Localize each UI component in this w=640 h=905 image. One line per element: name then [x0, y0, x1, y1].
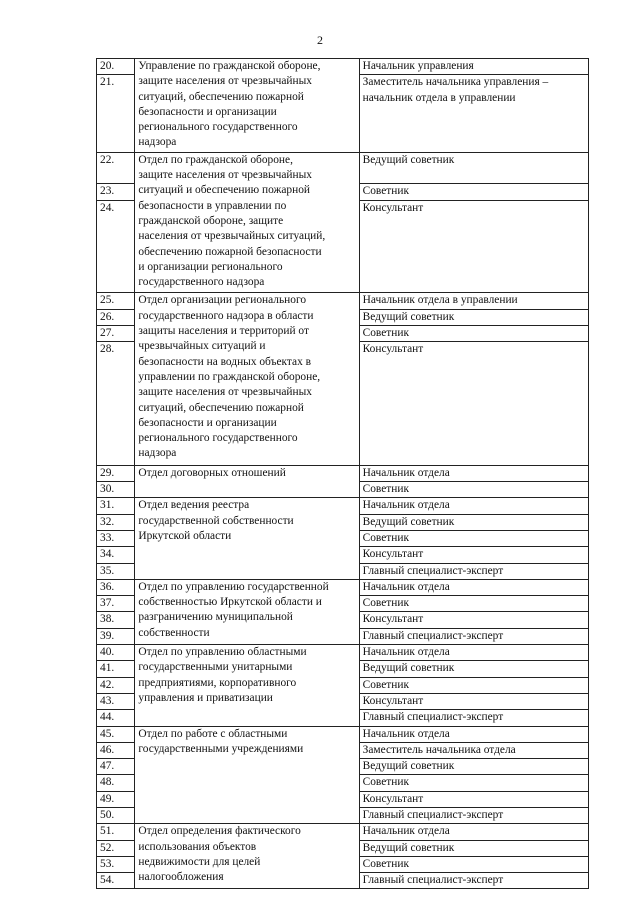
position-line: Советник: [362, 597, 410, 610]
position-title: [359, 710, 588, 726]
department-name: [135, 152, 359, 293]
department-line: безопасности и организации: [138, 105, 277, 118]
row-number: 32.: [97, 514, 135, 530]
department-line: ситуаций, обеспечению пожарной: [138, 401, 304, 414]
department-name: [135, 726, 359, 824]
position-line: Консультант: [362, 343, 424, 356]
table-row: [97, 498, 589, 514]
position-title: [359, 184, 588, 200]
department-line: Отдел по гражданской обороне,: [138, 153, 293, 166]
position-title: [359, 726, 588, 742]
position-title: [359, 775, 588, 791]
row-number: 50.: [97, 808, 135, 824]
department-line: Иркутской области: [138, 529, 232, 542]
position-line: Ведущий советник: [362, 310, 455, 323]
department-line: Отдел по работе с областными: [138, 727, 288, 740]
department-line: Отдел организации регионального: [138, 294, 307, 307]
table-row: [97, 726, 589, 742]
department-line: обеспечению пожарной безопасности: [138, 245, 322, 258]
position-line: Начальник отдела: [362, 466, 450, 479]
position-line: Советник: [362, 776, 410, 789]
position-line: Главный специалист-эксперт: [362, 629, 504, 642]
position-title: [359, 759, 588, 775]
row-number: 31.: [97, 498, 135, 514]
position-title: [359, 661, 588, 677]
row-number: 47.: [97, 759, 135, 775]
position-title: [359, 326, 588, 342]
department-line: Управление по гражданской обороне,: [138, 60, 321, 72]
department-text: [138, 727, 355, 758]
position-line: Советник: [362, 678, 410, 691]
position-title: [359, 873, 588, 889]
department-text: [138, 498, 355, 544]
department-line: собственности: [138, 626, 210, 639]
position-title: [359, 465, 588, 481]
row-number: 46.: [97, 742, 135, 758]
position-line: Советник: [362, 185, 410, 198]
position-title: [359, 482, 588, 498]
position-title: [359, 75, 588, 153]
department-name: [135, 465, 359, 498]
row-number: 43.: [97, 693, 135, 709]
row-number: 37.: [97, 596, 135, 612]
position-line: Главный специалист-эксперт: [362, 564, 504, 577]
row-number: 21.: [97, 75, 135, 153]
row-number: 36.: [97, 579, 135, 595]
position-title: [359, 693, 588, 709]
department-line: управлении по гражданской обороне,: [138, 370, 321, 383]
position-line: Советник: [362, 857, 410, 870]
position-title: [359, 742, 588, 758]
staff-table: [96, 58, 589, 889]
position-line: начальник отдела в управлении: [362, 91, 516, 104]
row-number: 24.: [97, 200, 135, 293]
department-text: [138, 824, 355, 885]
department-line: регионального государственного: [138, 432, 298, 445]
department-line: использования объектов: [138, 840, 257, 853]
position-line: Ведущий советник: [362, 515, 455, 528]
department-line: защиты населения и территорий от: [138, 325, 309, 338]
position-title: [359, 514, 588, 530]
row-number: 42.: [97, 677, 135, 693]
position-title: [359, 808, 588, 824]
department-line: недвижимости для целей: [138, 855, 261, 868]
table-row: [97, 465, 589, 481]
position-line: Начальник отдела: [362, 825, 450, 838]
department-line: чрезвычайных ситуаций и: [138, 340, 266, 353]
department-text: [138, 153, 355, 291]
row-number: 39.: [97, 628, 135, 644]
position-line: Начальник отдела: [362, 727, 450, 740]
department-line: собственностью Иркутской области и: [138, 596, 322, 609]
position-line: Советник: [362, 531, 410, 544]
position-title: [359, 498, 588, 514]
row-number: 26.: [97, 309, 135, 325]
department-line: ситуаций и обеспечению пожарной: [138, 184, 310, 197]
department-line: разграничению муниципальной: [138, 611, 293, 624]
position-title: [359, 840, 588, 856]
row-number: 34.: [97, 547, 135, 563]
position-line: Ведущий советник: [362, 841, 455, 854]
table-row: [97, 579, 589, 595]
row-number: 40.: [97, 645, 135, 661]
department-line: надзора: [138, 447, 177, 460]
position-title: [359, 824, 588, 840]
position-line: Главный специалист-эксперт: [362, 874, 504, 887]
department-text: [138, 293, 355, 461]
department-name: [135, 579, 359, 644]
position-title: [359, 563, 588, 579]
department-text: [138, 645, 355, 706]
row-number: 49.: [97, 791, 135, 807]
page-number: 2: [317, 33, 323, 47]
department-line: государственными учреждениями: [138, 742, 304, 755]
table-row: [97, 824, 589, 840]
table-row: [97, 645, 589, 661]
department-line: Отдел ведения реестра: [138, 499, 250, 512]
position-line: Советник: [362, 483, 410, 496]
department-line: предприятиями, корпоративного: [138, 676, 297, 689]
department-line: государственного надзора: [138, 276, 265, 289]
table-row: [97, 152, 589, 184]
department-line: безопасности на водных объектах в: [138, 355, 311, 368]
department-text: [138, 59, 355, 151]
position-title: [359, 152, 588, 184]
position-line: Начальник отдела: [362, 580, 450, 593]
row-number: 54.: [97, 873, 135, 889]
department-line: государственной собственности: [138, 514, 294, 527]
department-line: управления и приватизации: [138, 691, 273, 704]
position-line: Главный специалист-эксперт: [362, 809, 504, 821]
department-line: и организации регионального: [138, 260, 283, 273]
row-number: 48.: [97, 775, 135, 791]
position-title: [359, 856, 588, 872]
position-line: Консультант: [362, 613, 424, 626]
row-number: 23.: [97, 184, 135, 200]
department-line: государственными унитарными: [138, 661, 293, 674]
position-title: [359, 547, 588, 563]
department-line: налогообложения: [138, 871, 224, 884]
position-title: [359, 791, 588, 807]
department-name: [135, 498, 359, 579]
position-line: Ведущий советник: [362, 760, 455, 773]
row-number: 30.: [97, 482, 135, 498]
position-title: [359, 530, 588, 546]
position-title: [359, 579, 588, 595]
row-number: 25.: [97, 293, 135, 309]
department-line: безопасности и организации: [138, 416, 277, 429]
table-row: [97, 59, 589, 75]
position-line: Консультант: [362, 201, 424, 214]
department-text: [138, 466, 355, 481]
position-line: Заместитель начальника отдела: [362, 743, 516, 756]
position-line: Советник: [362, 327, 410, 340]
position-title: [359, 677, 588, 693]
position-title: [359, 628, 588, 644]
row-number: 45.: [97, 726, 135, 742]
department-line: защите населения от чрезвычайных: [138, 75, 312, 88]
row-number: 20.: [97, 59, 135, 75]
position-title: [359, 309, 588, 325]
department-line: населения от чрезвычайных ситуаций,: [138, 230, 326, 243]
row-number: 53.: [97, 856, 135, 872]
position-line: Начальник отдела: [362, 646, 450, 659]
department-name: [135, 645, 359, 726]
department-line: Отдел по управлению государственной: [138, 580, 329, 593]
department-line: Отдел по управлению областными: [138, 646, 307, 659]
department-line: регионального государственного: [138, 121, 298, 134]
row-number: 22.: [97, 152, 135, 184]
department-line: государственного надзора в области: [138, 309, 314, 322]
position-line: Главный специалист-эксперт: [362, 711, 504, 724]
department-line: Отдел договорных отношений: [138, 466, 286, 479]
row-number: 51.: [97, 824, 135, 840]
department-line: Отдел определения фактического: [138, 825, 301, 838]
department-name: [135, 59, 359, 153]
position-line: Начальник отдела: [362, 499, 450, 512]
position-title: [359, 293, 588, 309]
row-number: 52.: [97, 840, 135, 856]
department-line: ситуаций, обеспечению пожарной: [138, 90, 304, 103]
department-line: надзора: [138, 136, 177, 149]
position-line: Начальник отдела в управлении: [362, 294, 518, 307]
position-line: Начальник управления: [362, 60, 474, 72]
row-number: 35.: [97, 563, 135, 579]
position-line: Ведущий советник: [362, 662, 455, 675]
row-number: 29.: [97, 465, 135, 481]
department-line: безопасности в управлении по: [138, 199, 287, 212]
position-title: [359, 59, 588, 75]
department-line: защите населения от чрезвычайных: [138, 386, 312, 399]
position-title: [359, 612, 588, 628]
row-number: 27.: [97, 326, 135, 342]
department-line: гражданской обороне, защите: [138, 214, 284, 227]
position-line: Консультант: [362, 792, 424, 805]
row-number: 41.: [97, 661, 135, 677]
row-number: 33.: [97, 530, 135, 546]
row-number: 28.: [97, 342, 135, 465]
row-number: 44.: [97, 710, 135, 726]
position-title: [359, 200, 588, 293]
department-name: [135, 293, 359, 465]
department-name: [135, 824, 359, 889]
table-row: [97, 293, 589, 309]
staff-table-body: [97, 59, 589, 889]
department-line: защите населения от чрезвычайных: [138, 169, 312, 182]
position-line: Консультант: [362, 548, 424, 561]
department-text: [138, 580, 355, 641]
position-line: Консультант: [362, 694, 424, 707]
position-title: [359, 596, 588, 612]
row-number: 38.: [97, 612, 135, 628]
position-line: Заместитель начальника управления –: [362, 76, 549, 89]
position-line: Ведущий советник: [362, 153, 455, 166]
position-title: [359, 645, 588, 661]
position-title: [359, 342, 588, 465]
